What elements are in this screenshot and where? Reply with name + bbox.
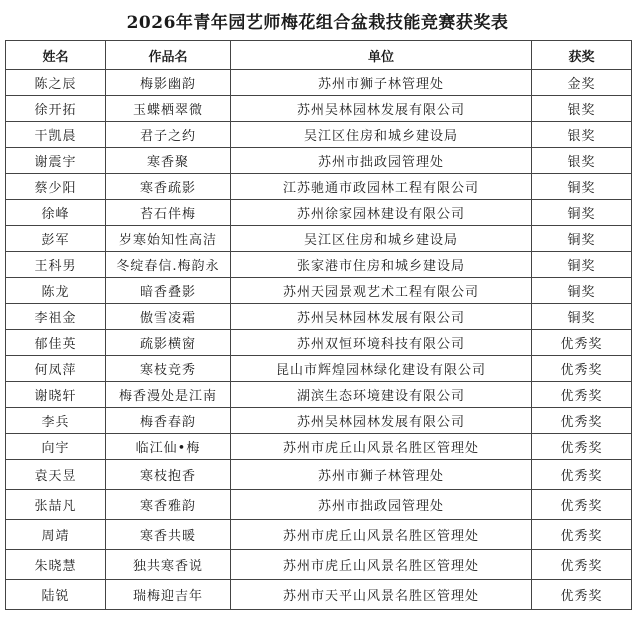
cell-unit: 苏州徐家园林建设有限公司 [231, 200, 532, 226]
cell-work: 苔石伴梅 [106, 200, 231, 226]
table-header-row [6, 41, 632, 70]
cell-name: 李祖金 [6, 304, 106, 330]
cell-work: 梅香漫处是江南 [106, 382, 231, 408]
cell-name: 蔡少阳 [6, 174, 106, 200]
cell-work: 君子之约 [106, 122, 231, 148]
cell-award: 优秀奖 [532, 460, 632, 490]
cell-name: 郁佳英 [6, 330, 106, 356]
cell-unit: 苏州市虎丘山风景名胜区管理处 [231, 550, 532, 580]
table-row [6, 96, 632, 122]
cell-unit: 苏州吴林园林发展有限公司 [231, 408, 532, 434]
table-row [6, 408, 632, 434]
table-row [6, 382, 632, 408]
cell-work: 寒香共暖 [106, 520, 231, 550]
cell-work: 岁寒始知性高洁 [106, 226, 231, 252]
cell-unit: 湖滨生态环境建设有限公司 [231, 382, 532, 408]
cell-work: 寒香疏影 [106, 174, 231, 200]
cell-award: 铜奖 [532, 278, 632, 304]
table-row [6, 550, 632, 580]
cell-work: 傲雪凌霜 [106, 304, 231, 330]
cell-name: 谢震宇 [6, 148, 106, 174]
table-row [6, 174, 632, 200]
cell-unit: 苏州市狮子林管理处 [231, 70, 532, 96]
cell-award: 金奖 [532, 70, 632, 96]
cell-name: 陈之辰 [6, 70, 106, 96]
column-header-name: 姓名 [6, 41, 106, 70]
cell-work: 寒枝抱香 [106, 460, 231, 490]
table-row [6, 434, 632, 460]
cell-work: 暗香叠影 [106, 278, 231, 304]
cell-award: 铜奖 [532, 252, 632, 278]
cell-name: 袁天昱 [6, 460, 106, 490]
cell-award: 优秀奖 [532, 550, 632, 580]
cell-name: 王科男 [6, 252, 106, 278]
cell-unit: 苏州天园景观艺术工程有限公司 [231, 278, 532, 304]
page-title: 2026年青年园艺师梅花组合盆栽技能竞赛获奖表 [126, 13, 509, 33]
table-row [6, 356, 632, 382]
cell-name: 何凤萍 [6, 356, 106, 382]
table-row [6, 520, 632, 550]
cell-award: 优秀奖 [532, 408, 632, 434]
cell-work: 寒香聚 [106, 148, 231, 174]
cell-award: 优秀奖 [532, 520, 632, 550]
cell-name: 向宇 [6, 434, 106, 460]
cell-award: 优秀奖 [532, 434, 632, 460]
cell-award: 银奖 [532, 96, 632, 122]
cell-award: 优秀奖 [532, 490, 632, 520]
cell-name: 陈龙 [6, 278, 106, 304]
awards-table [5, 40, 632, 610]
cell-name: 朱晓慧 [6, 550, 106, 580]
cell-unit: 苏州市拙政园管理处 [231, 490, 532, 520]
table-row [6, 200, 632, 226]
cell-work: 寒香雅韵 [106, 490, 231, 520]
cell-unit: 昆山市辉煌园林绿化建设有限公司 [231, 356, 532, 382]
cell-unit: 苏州吴林园林发展有限公司 [231, 96, 532, 122]
cell-work: 梅香春韵 [106, 408, 231, 434]
cell-unit: 苏州双恒环境科技有限公司 [231, 330, 532, 356]
cell-award: 铜奖 [532, 200, 632, 226]
table-row [6, 70, 632, 96]
table-row [6, 580, 632, 610]
cell-work: 寒枝竞秀 [106, 356, 231, 382]
table-row [6, 304, 632, 330]
cell-award: 铜奖 [532, 174, 632, 200]
cell-name: 陆锐 [6, 580, 106, 610]
cell-award: 优秀奖 [532, 580, 632, 610]
cell-work: 独共寒香说 [106, 550, 231, 580]
cell-award: 银奖 [532, 122, 632, 148]
cell-unit: 苏州市拙政园管理处 [231, 148, 532, 174]
table-row [6, 252, 632, 278]
cell-award: 铜奖 [532, 304, 632, 330]
cell-name: 张喆凡 [6, 490, 106, 520]
cell-unit: 吴江区住房和城乡建设局 [231, 122, 532, 148]
cell-unit: 张家港市住房和城乡建设局 [231, 252, 532, 278]
cell-work: 冬绽春信.梅韵永 [106, 252, 231, 278]
cell-award: 银奖 [532, 148, 632, 174]
table-row [6, 148, 632, 174]
table-row [6, 122, 632, 148]
cell-award: 铜奖 [532, 226, 632, 252]
cell-unit: 苏州市虎丘山风景名胜区管理处 [231, 434, 532, 460]
column-header-award: 获奖 [532, 41, 632, 70]
table-row [6, 278, 632, 304]
cell-name: 李兵 [6, 408, 106, 434]
cell-unit: 苏州市狮子林管理处 [231, 460, 532, 490]
cell-name: 彭军 [6, 226, 106, 252]
cell-unit: 吴江区住房和城乡建设局 [231, 226, 532, 252]
cell-award: 优秀奖 [532, 330, 632, 356]
cell-name: 徐开拓 [6, 96, 106, 122]
cell-name: 周靖 [6, 520, 106, 550]
table-row [6, 226, 632, 252]
cell-work: 瑞梅迎吉年 [106, 580, 231, 610]
cell-unit: 苏州市天平山风景名胜区管理处 [231, 580, 532, 610]
table-row [6, 460, 632, 490]
cell-name: 干凯晨 [6, 122, 106, 148]
cell-unit: 苏州吴林园林发展有限公司 [231, 304, 532, 330]
column-header-work: 作品名 [106, 41, 231, 70]
cell-work: 梅影幽韵 [106, 70, 231, 96]
cell-work: 临江仙•梅 [106, 434, 231, 460]
column-header-unit: 单位 [231, 41, 532, 70]
cell-award: 优秀奖 [532, 356, 632, 382]
cell-work: 玉蝶栖翠微 [106, 96, 231, 122]
cell-unit: 苏州市虎丘山风景名胜区管理处 [231, 520, 532, 550]
cell-name: 谢晓轩 [6, 382, 106, 408]
table-row [6, 490, 632, 520]
cell-work: 疏影横窗 [106, 330, 231, 356]
cell-award: 优秀奖 [532, 382, 632, 408]
cell-name: 徐峰 [6, 200, 106, 226]
cell-unit: 江苏驰通市政园林工程有限公司 [231, 174, 532, 200]
table-row [6, 330, 632, 356]
